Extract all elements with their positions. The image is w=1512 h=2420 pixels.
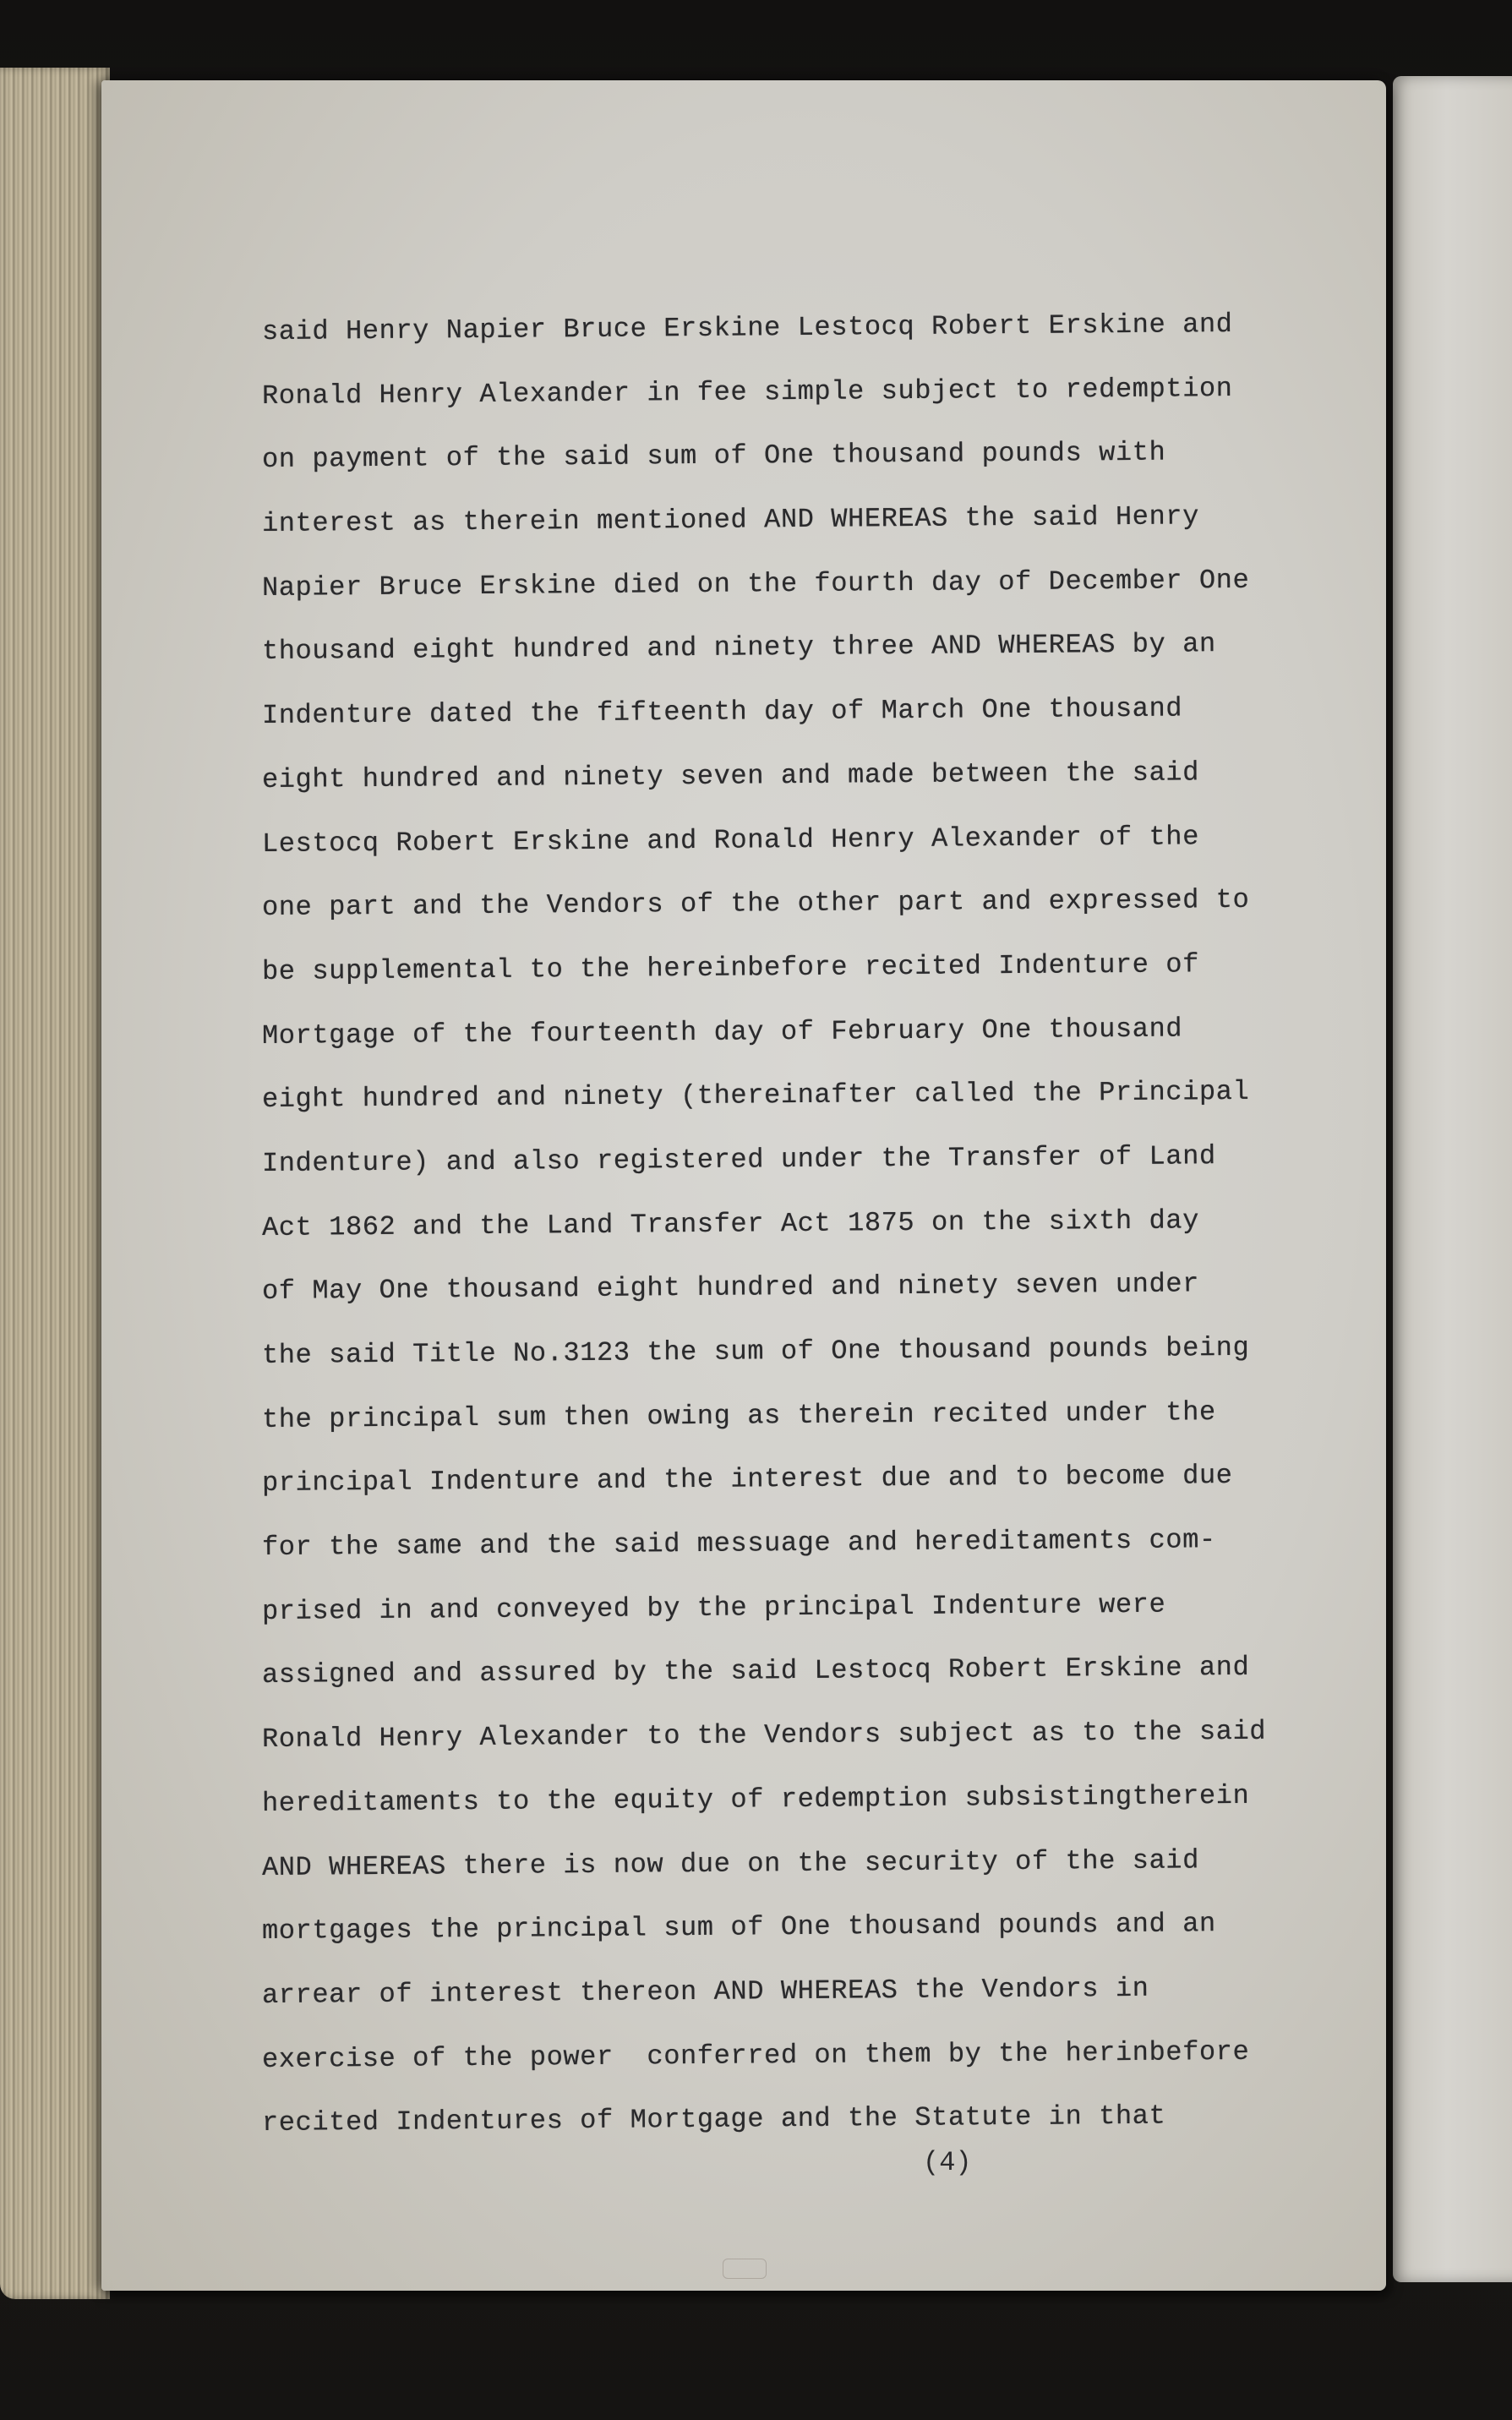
text-line: eight hundred and ninety seven and made between the said xyxy=(261,757,1200,795)
text-line: one part and the Vendors of the other part and expressed to xyxy=(261,884,1250,924)
page-number: (4) xyxy=(923,2147,972,2178)
text-line: the principal sum then owing as therein recited under the xyxy=(261,1396,1216,1435)
faint-stamp-mark xyxy=(723,2259,767,2279)
text-line: eight hundred and ninety (thereinafter called the Principal xyxy=(261,1076,1250,1116)
text-line: AND WHEREAS there is now due on the security of the said xyxy=(261,1844,1200,1883)
text-line: for the same and the said messuage and hereditaments com- xyxy=(261,1524,1216,1564)
text-line: of May One thousand eight hundred and ninety seven under xyxy=(261,1268,1200,1308)
page-edges xyxy=(0,68,110,2299)
text-line: hereditaments to the equity of redemption subsistingtherein xyxy=(261,1779,1250,1819)
text-line: thousand eight hundred and ninety three AND WHEREAS by an xyxy=(261,628,1216,668)
text-line: said Henry Napier Bruce Erskine Lestocq Robert Erskine and xyxy=(261,308,1233,347)
text-line: the said Title No.3123 the sum of One thousand pounds being xyxy=(261,1331,1250,1371)
next-page-edge xyxy=(1393,76,1512,2282)
text-line: recited Indentures of Mortgage and the Statute in that xyxy=(261,2100,1166,2139)
text-line: exercise of the power conferred on them by the herinbefore xyxy=(261,2035,1250,2075)
text-line: Napier Bruce Erskine died on the fourth day of December One xyxy=(261,564,1250,604)
text-line: Indenture) and also registered under the Transfer of Land xyxy=(261,1140,1216,1179)
text-line: on payment of the said sum of One thousand pounds with xyxy=(261,436,1166,476)
text-line: be supplemental to the hereinbefore recited Indenture of xyxy=(261,948,1200,987)
text-line: Ronald Henry Alexander to the Vendors subject as to the said xyxy=(261,1715,1267,1756)
text-line: Indenture dated the fifteenth day of March One thousand xyxy=(261,692,1183,732)
text-line: Mortgage of the fourteenth day of February One thousand xyxy=(261,1013,1183,1052)
text-line: mortgages the principal sum of One thousand pounds and an xyxy=(261,1908,1216,1947)
text-line: Lestocq Robert Erskine and Ronald Henry Alexander of the xyxy=(261,820,1200,860)
text-line: Ronald Henry Alexander in fee simple subject to redemption xyxy=(261,372,1233,412)
text-line: principal Indenture and the interest due and to become due xyxy=(261,1460,1233,1500)
text-line: interest as therein mentioned AND WHEREAS the said Henry xyxy=(261,500,1200,540)
text-line: assigned and assured by the said Lestocq Robert Erskine and xyxy=(261,1652,1250,1691)
text-line: prised in and conveyed by the principal Indenture were xyxy=(261,1588,1166,1627)
text-line: Act 1862 and the Land Transfer Act 1875 on the sixth day xyxy=(261,1204,1200,1243)
typed-text-body xyxy=(262,300,1361,2155)
text-line: arrear of interest thereon AND WHEREAS the Vendors in xyxy=(261,1972,1149,2011)
